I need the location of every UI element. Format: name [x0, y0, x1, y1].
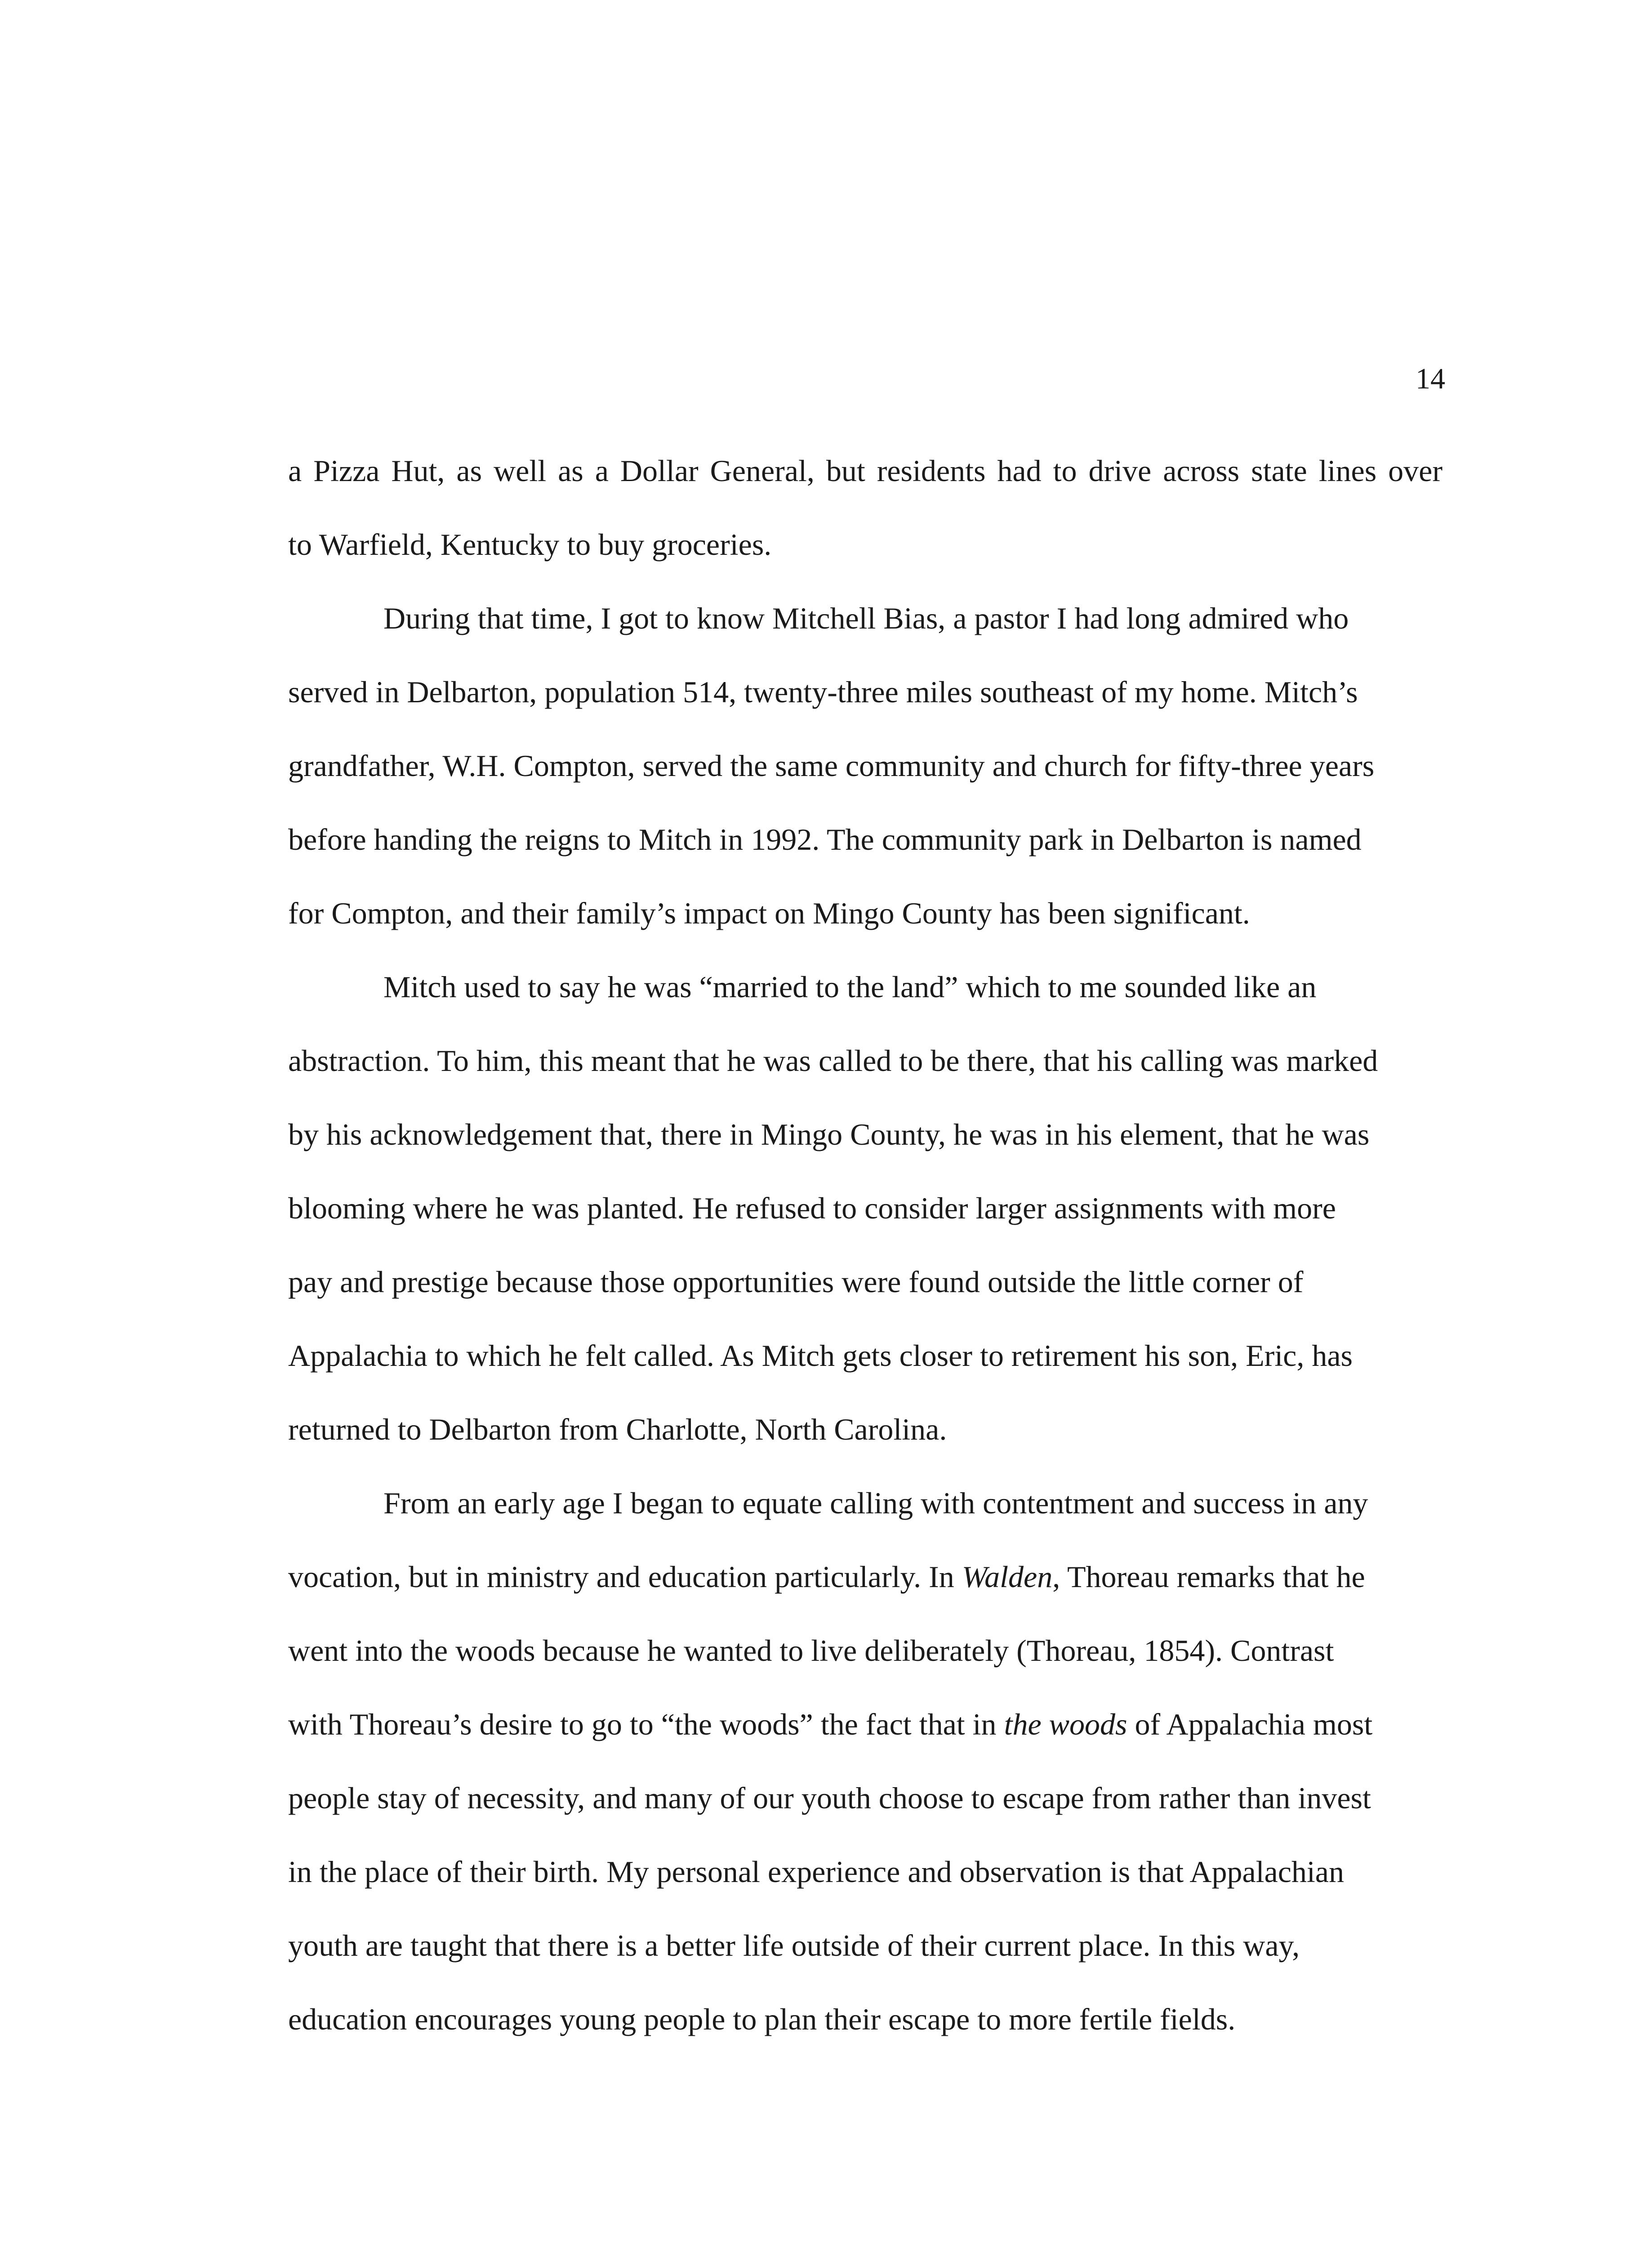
- text-line: Appalachia to which he felt called. As Mitch gets closer to retirement his son, Eric, has: [288, 1338, 1353, 1373]
- text-segment: of Appalachia most: [1127, 1707, 1373, 1741]
- text-line: people stay of necessity, and many of our youth choose to escape from rather than invest: [288, 1781, 1371, 1815]
- document-body: [288, 434, 1443, 2056]
- text-line: in the place of their birth. My personal experience and observation is that Appalachian: [288, 1855, 1344, 1889]
- text-segment: , Thoreau remarks that he: [1052, 1560, 1365, 1594]
- text-line: [288, 1687, 1443, 1761]
- text-line: by his acknowledgement that, there in Mingo County, he was in his element, that he was: [288, 1117, 1370, 1151]
- italic-phrase: the woods: [1004, 1707, 1127, 1741]
- text-line: abstraction. To him, this meant that he was called to be there, that his calling was marked: [288, 1044, 1378, 1078]
- text-line: [288, 1540, 1443, 1614]
- text-line: for Compton, and their family’s impact on Mingo County has been significant.: [288, 896, 1250, 930]
- text-line: served in Delbarton, population 514, twenty-three miles southeast of my home. Mitch’s: [288, 675, 1358, 709]
- text-line: a Pizza Hut, as well as a Dollar General, but residents had to drive across state lines over: [288, 454, 1443, 488]
- text-line: returned to Delbarton from Charlotte, North Carolina.: [288, 1412, 947, 1446]
- text-line: youth are taught that there is a better life outside of their current place. In this way,: [288, 1928, 1300, 1963]
- text-line: education encourages young people to plan their escape to more fertile fields.: [288, 2002, 1236, 2036]
- text-line: Mitch used to say he was “married to the land” which to me sounded like an: [383, 970, 1317, 1004]
- text-segment: vocation, but in ministry and education particularly. In: [288, 1560, 962, 1594]
- text-line: before handing the reigns to Mitch in 1992. The community park in Delbarton is named: [288, 822, 1362, 856]
- text-segment: with Thoreau’s desire to go to “the woods” the fact that in: [288, 1707, 1004, 1741]
- text-line: to Warfield, Kentucky to buy groceries.: [288, 527, 772, 562]
- text-line: From an early age I began to equate calling with contentment and success in any: [383, 1486, 1368, 1520]
- book-title: Walden: [962, 1560, 1053, 1594]
- text-line: During that time, I got to know Mitchell Bias, a pastor I had long admired who: [383, 601, 1349, 635]
- page-number: 14: [1416, 362, 1445, 395]
- text-line: grandfather, W.H. Compton, served the same community and church for fifty-three years: [288, 749, 1375, 783]
- text-line: pay and prestige because those opportunities were found outside the little corner of: [288, 1265, 1304, 1299]
- text-line: blooming where he was planted. He refused to consider larger assignments with more: [288, 1191, 1336, 1225]
- text-line: went into the woods because he wanted to live deliberately (Thoreau, 1854). Contrast: [288, 1633, 1334, 1668]
